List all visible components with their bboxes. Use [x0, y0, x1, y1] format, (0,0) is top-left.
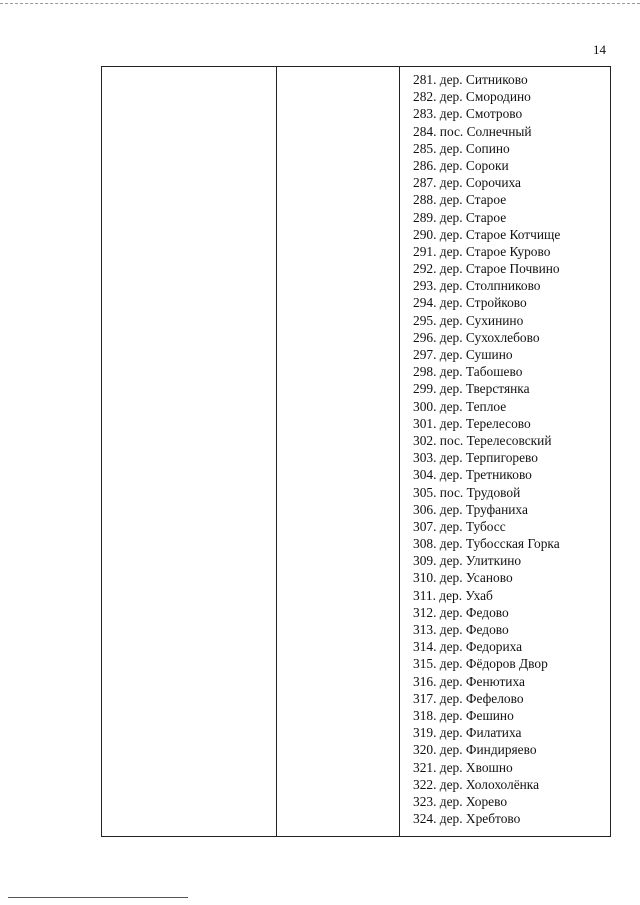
settlement-list-item: 295. дер. Сухинино — [413, 312, 524, 328]
settlement-list-item: 283. дер. Смотрово — [413, 106, 523, 122]
settlement-list — [413, 71, 610, 827]
settlement-list-item: 289. дер. Старое — [413, 209, 507, 225]
settlement-list-item: 300. дер. Теплое — [413, 398, 507, 414]
settlement-list-item: 312. дер. Федово — [413, 604, 509, 620]
settlement-list-item: 311. дер. Ухаб — [413, 587, 493, 603]
settlement-list-item: 285. дер. Сопино — [413, 140, 510, 156]
settlement-list-item: 319. дер. Филатиха — [413, 725, 522, 741]
settlement-list-item: 318. дер. Фешино — [413, 707, 514, 723]
settlement-list-item: 287. дер. Сорочиха — [413, 175, 521, 191]
settlement-list-item: 308. дер. Тубосская Горка — [413, 536, 560, 552]
settlement-list-item: 304. дер. Третниково — [413, 467, 532, 483]
settlement-list-item: 307. дер. Тубосс — [413, 518, 506, 534]
settlement-list-item: 291. дер. Старое Курово — [413, 243, 551, 259]
top-edge-line — [0, 3, 640, 4]
settlement-list-item: 298. дер. Табошево — [413, 364, 523, 380]
page-number: 14 — [593, 42, 606, 57]
settlement-list-item: 320. дер. Финдиряево — [413, 742, 537, 758]
settlement-list-item: 301. дер. Терелесово — [413, 415, 531, 431]
settlement-list-item: 305. пос. Трудовой — [413, 484, 521, 500]
settlement-list-item: 286. дер. Сороки — [413, 157, 509, 173]
settlement-list-item: 313. дер. Федово — [413, 622, 509, 637]
settlement-list-item: 290. дер. Старое Котчище — [413, 226, 561, 242]
settlement-list-item: 282. дер. Смородино — [413, 89, 531, 105]
settlement-list-item: 297. дер. Сушино — [413, 347, 513, 362]
settlement-list-item: 317. дер. Фефелово — [413, 690, 524, 706]
settlement-list-item: 296. дер. Сухохлебово — [413, 329, 540, 345]
settlement-list-item: 281. дер. Ситниково — [413, 72, 528, 87]
settlement-list-item: 302. пос. Терелесовский — [413, 432, 552, 448]
footnote-separator — [8, 897, 188, 898]
table-column-2 — [277, 67, 400, 836]
settlement-list-item: 306. дер. Труфаниха — [413, 501, 528, 517]
settlement-list-item: 284. пос. Солнечный — [413, 123, 532, 139]
settlements-table — [101, 66, 611, 837]
settlement-list-item: 316. дер. Фенютиха — [413, 673, 525, 689]
settlement-list-item: 322. дер. Холохолёнка — [413, 776, 540, 792]
settlement-list-item: 324. дер. Хребтово — [413, 811, 521, 827]
settlement-list-item: 323. дер. Хорево — [413, 793, 508, 809]
settlement-list-item: 310. дер. Усаново — [413, 570, 513, 586]
table-column-1 — [102, 67, 277, 836]
settlement-list-item: 309. дер. Улиткино — [413, 553, 522, 569]
settlement-list-item: 292. дер. Старое Почвино — [413, 261, 560, 277]
settlement-list-item: 314. дер. Федориха — [413, 639, 523, 655]
settlement-list-item: 303. дер. Терпигорево — [413, 450, 538, 466]
settlement-list-item: 293. дер. Столпниково — [413, 278, 541, 294]
settlement-list-item: 294. дер. Стройково — [413, 295, 527, 311]
settlement-list-item: 321. дер. Хвошно — [413, 759, 513, 775]
settlement-list-item: 288. дер. Старое — [413, 192, 507, 208]
settlement-list-item: 315. дер. Фёдоров Двор — [413, 656, 548, 672]
table-column-3 — [400, 67, 610, 836]
settlement-list-item: 299. дер. Тверстянка — [413, 381, 530, 397]
